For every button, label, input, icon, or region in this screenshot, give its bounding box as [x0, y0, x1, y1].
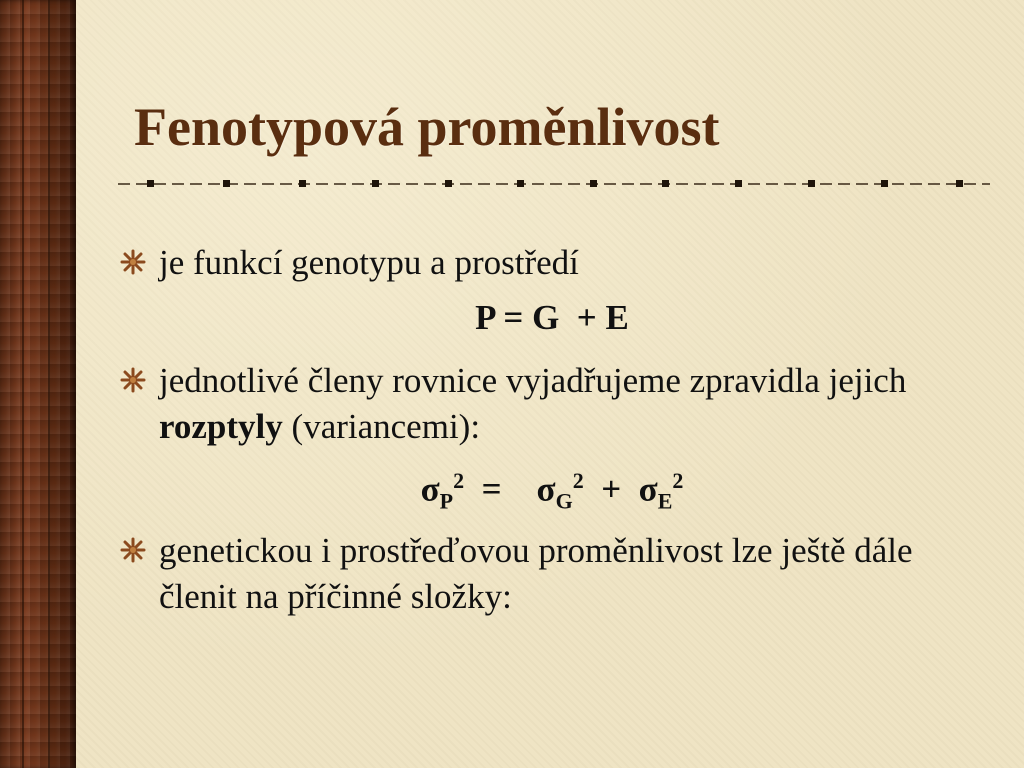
formula-variance: [80, 468, 1024, 515]
bullet-text-part: jednotlivé členy rovnice vyjadřujeme zpravidla jejich: [159, 361, 907, 400]
sigma-symbol: σ: [420, 469, 440, 509]
superscript: 2: [672, 468, 684, 493]
asterisk-star-icon: [120, 249, 146, 275]
superscript: 2: [572, 468, 584, 493]
bullet-item: [120, 240, 980, 286]
subscript-g: G: [555, 488, 573, 514]
bullet-text: [159, 358, 980, 450]
bullet-text: je funkcí genotypu a prostředí: [159, 243, 579, 282]
bullet-text: genetickou i prostřeďovou proměnlivost lze ještě dále členit na příčinné složky:: [159, 531, 913, 616]
bullet-item: [120, 358, 980, 450]
bullet-text-bold: rozptyly: [159, 407, 283, 446]
bullet-text-part: (variancemi):: [282, 407, 481, 446]
subscript-p: P: [439, 488, 454, 514]
slide-title: Fenotypová proměnlivost: [134, 97, 720, 157]
asterisk-star-icon: [120, 367, 146, 393]
bullet-item: [120, 528, 980, 620]
subscript-e: E: [657, 488, 673, 514]
superscript: 2: [453, 468, 465, 493]
equals-sign: =: [464, 469, 537, 509]
sigma-symbol: σ: [638, 469, 658, 509]
plus-sign: +: [583, 469, 639, 509]
formula-phenotype: P = G + E: [475, 298, 629, 337]
sigma-symbol: σ: [536, 469, 556, 509]
asterisk-star-icon: [120, 537, 146, 563]
